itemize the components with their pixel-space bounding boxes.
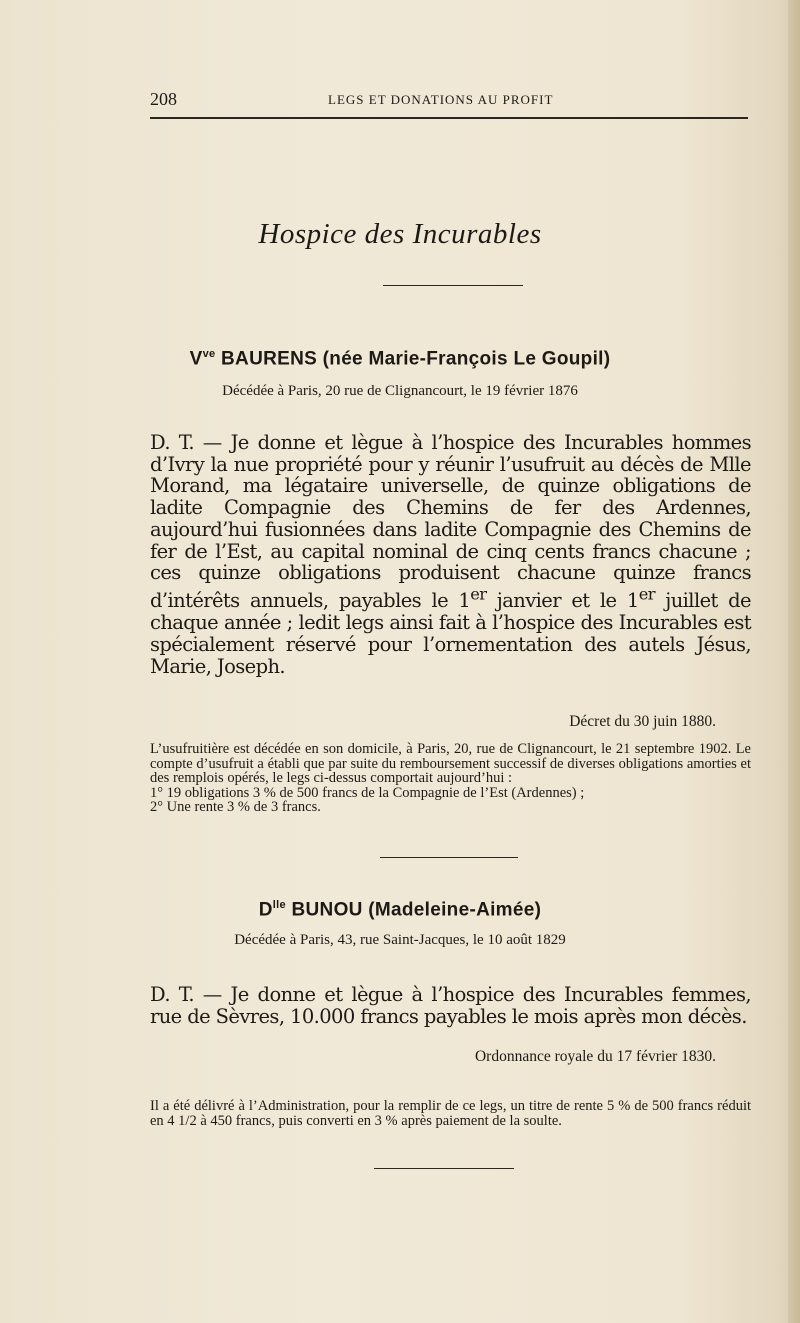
testament-text	[150, 432, 751, 677]
entry-death: Décédée à Paris, 43, rue Saint-Jacques, le 10 août 1829	[234, 932, 566, 948]
note-item: 2° Une rente 3 % de 3 francs.	[150, 799, 321, 815]
page-number: 208	[150, 89, 177, 109]
testament-text: D. T. — Je donne et lègue à l’hospice des Incurables femmes, rue de Sèvres, 10.000 francs payables le mois après mon décès.	[150, 983, 751, 1028]
note-text	[150, 742, 751, 815]
note-paragraph: Il a été délivré à l’Administration, pour la remplir de ce legs, un titre de rente 5 % de 500 francs réduit en 4 1/2 à 450 francs, puis converti en 3 % après paiement de la soulte.	[150, 1098, 751, 1129]
decree: Ordonnance royale du 17 février 1830.	[474, 1048, 716, 1065]
name-prefix: V	[189, 348, 203, 370]
running-header	[150, 86, 750, 110]
page-edge	[788, 0, 800, 1323]
decree: Décret du 30 juin 1880.	[569, 713, 716, 730]
entry-name	[0, 348, 800, 370]
note-item: 1° 19 obligations 3 % de 500 francs de la Compagnie de l’Est (Ardennes) ;	[150, 784, 585, 801]
name-text: BAURENS (née Marie-François Le Goupil)	[221, 348, 611, 370]
section-title: Hospice des Incurables	[258, 218, 542, 250]
name-prefix-sup: lle	[272, 899, 286, 911]
end-rule	[374, 1168, 514, 1169]
entry-rule	[380, 857, 518, 858]
note-text	[150, 1099, 751, 1128]
name-prefix-sup: ve	[202, 348, 216, 360]
running-title: LEGS ET DONATIONS AU PROFIT	[328, 92, 554, 107]
note-paragraph: L’usufruitière est décédée en son domicile, à Paris, 20, rue de Clignancourt, le 21 septembre 1902. Le compte d’usufruit a établi que par suite du remboursement successif de diverses obligations amorties et des remplois opérés, le legs ci-dessus comportait aujourd’hui :	[150, 741, 751, 786]
header-rule	[150, 117, 748, 119]
name-text: BUNOU (Madeleine-Aimée)	[291, 899, 542, 921]
section-rule	[383, 285, 523, 286]
entry-name	[0, 899, 800, 921]
name-prefix: D	[258, 899, 273, 921]
entry-death: Décédée à Paris, 20 rue de Clignancourt, le 19 février 1876	[222, 383, 578, 399]
testament-part: D. T. — Je donne et lègue à l’hospice des Incurables hommes d’Ivry la nue propriété pour y réunir l’usufruit au décès de Mlle Morand, ma légataire universelle, de quinze obligations de ladite Compagnie des Chemins de fer des Ardennes, aujourd’hui fusionnées dans ladite Compagnie des Chemins de fer de l’Est, au capital nominal de cinq cents francs chacune ; ces quinze obligations produisent chacune quinze francs d’intérêts annuels, payables le 1er janvier et le 1er juillet de chaque année ; ledit legs ainsi fait à l’hospice des Incurables est spécialement réservé pour l’ornementation des autels Jésus, Marie, Joseph.	[150, 431, 751, 678]
